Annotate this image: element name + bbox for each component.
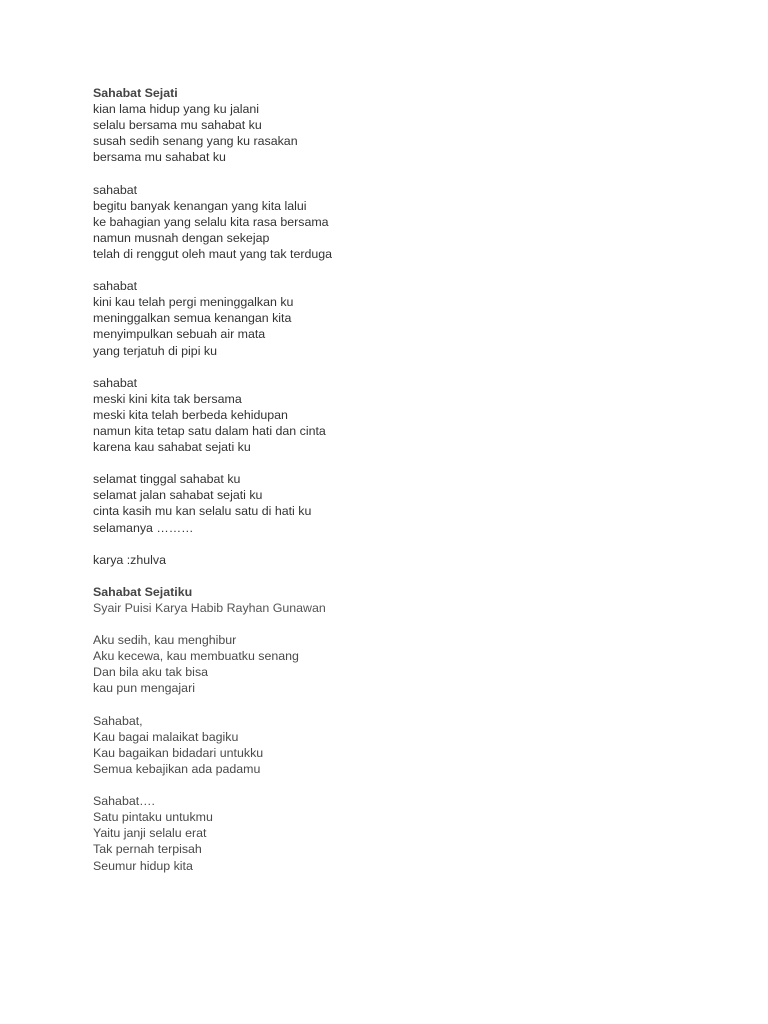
poem-line: meski kini kita tak bersama <box>93 391 242 406</box>
poem-line: Kau bagaikan bidadari untukku <box>93 745 264 760</box>
poem-line: yang terjatuh di pipi ku <box>93 343 217 358</box>
poem-line: kau pun mengajari <box>93 681 195 696</box>
poem-line: ke bahagian yang selalu kita rasa bersama <box>93 214 329 229</box>
poem-line: namun musnah dengan sekejap <box>93 230 270 245</box>
poem-line: Semua kebajikan ada padamu <box>93 761 261 776</box>
poem-line: kini kau telah pergi meninggalkan ku <box>93 295 294 310</box>
poem-line: Yaitu janji selalu erat <box>93 826 207 841</box>
document-page <box>93 85 733 890</box>
poem-line: menyimpulkan sebuah air mata <box>93 327 266 342</box>
stanza-3 <box>93 793 733 873</box>
stanza-1 <box>93 101 733 165</box>
stanza-2 <box>93 182 733 262</box>
poem-line: Tak pernah terpisah <box>93 842 202 857</box>
poem-line: sahabat <box>93 375 138 390</box>
poem-title: Sahabat Sejatiku <box>93 584 193 599</box>
poem-line: karena kau sahabat sejati ku <box>93 440 251 455</box>
poem-sahabat-sejatiku <box>93 584 733 874</box>
poem-line: begitu banyak kenangan yang kita lalui <box>93 198 307 213</box>
poem-line: cinta kasih mu kan selalu satu di hati ku <box>93 504 312 519</box>
poem-line: kian lama hidup yang ku jalani <box>93 102 260 117</box>
poem-line: telah di renggut oleh maut yang tak terduga <box>93 246 333 261</box>
poem-sahabat-sejati <box>93 85 733 568</box>
poem-line: Seumur hidup kita <box>93 858 193 873</box>
poem-line: sahabat <box>93 182 138 197</box>
poem-line: Dan bila aku tak bisa <box>93 665 209 680</box>
poem-line: sahabat <box>93 279 138 294</box>
poem-line: Aku kecewa, kau membuatku senang <box>93 649 299 664</box>
poem-line: meninggalkan semua kenangan kita <box>93 311 292 326</box>
poem-line: selamat jalan sahabat sejati ku <box>93 488 263 503</box>
poem-line: meski kita telah berbeda kehidupan <box>93 407 288 422</box>
stanza-5 <box>93 471 733 535</box>
poem-line: selamat tinggal sahabat ku <box>93 472 241 487</box>
poem-line: bersama mu sahabat ku <box>93 150 226 165</box>
poem-line: Kau bagai malaikat bagiku <box>93 729 239 744</box>
poem-credit: karya :zhulva <box>93 552 167 567</box>
poem-title: Sahabat Sejati <box>93 86 178 100</box>
poem-line: Sahabat…. <box>93 794 155 809</box>
poem-line: susah sedih senang yang ku rasakan <box>93 134 298 149</box>
poem-line: namun kita tetap satu dalam hati dan cinta <box>93 423 326 438</box>
poem-line: selamanya ……… <box>93 520 194 535</box>
poem-line: Satu pintaku untukmu <box>93 810 213 825</box>
poem-subtitle: Syair Puisi Karya Habib Rayhan Gunawan <box>93 601 326 615</box>
stanza-4 <box>93 375 733 455</box>
poem-line: Sahabat, <box>93 713 143 728</box>
poem-line: selalu bersama mu sahabat ku <box>93 118 262 133</box>
stanza-1 <box>93 632 733 696</box>
stanza-2 <box>93 713 733 777</box>
poem-line: Aku sedih, kau menghibur <box>93 633 237 648</box>
stanza-3 <box>93 278 733 358</box>
